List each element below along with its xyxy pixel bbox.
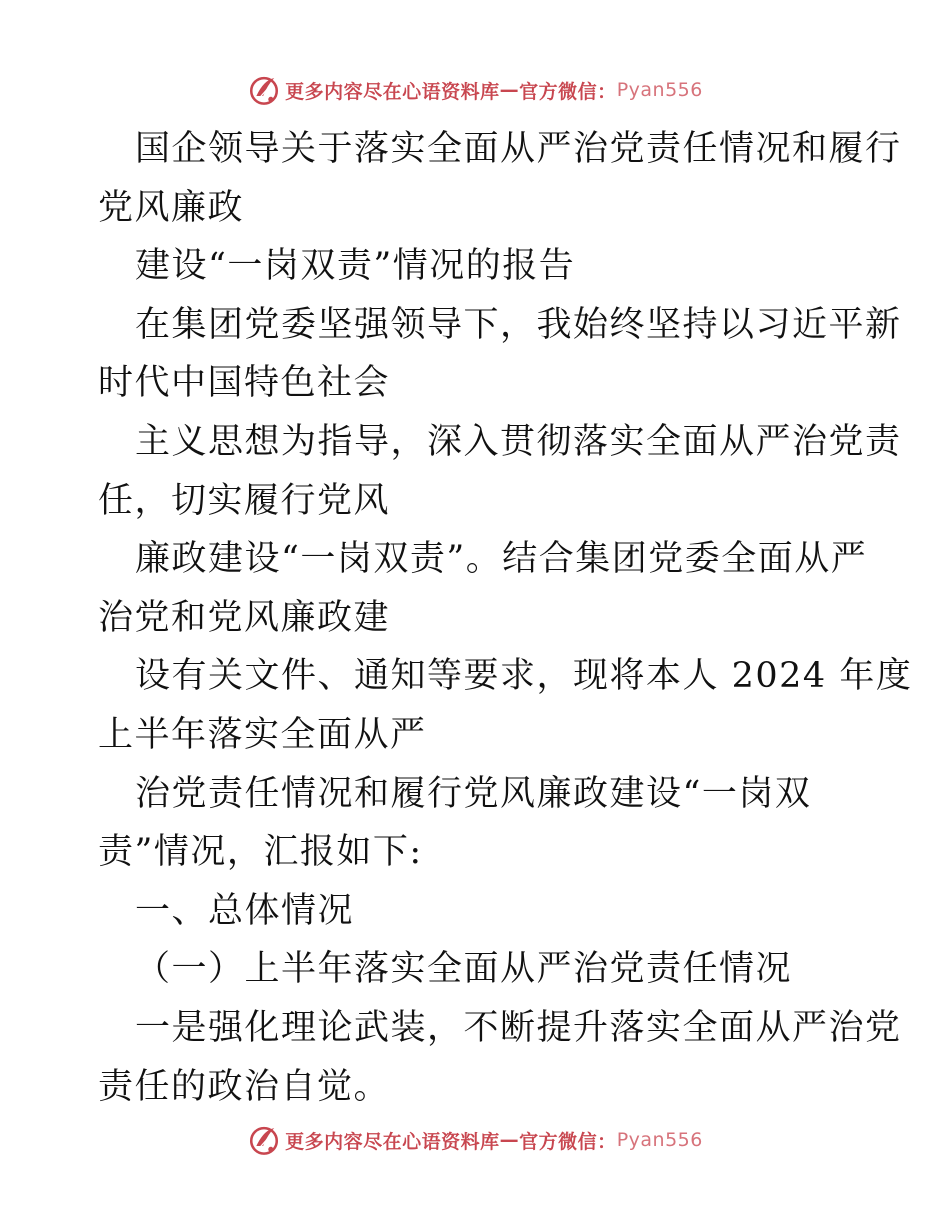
paragraph-line: 责任的政治自觉。	[98, 1066, 391, 1107]
paragraph-line: 上半年落实全面从严	[98, 714, 427, 755]
banner-wechat-label: 官方微信：	[519, 80, 617, 103]
paragraph-line: 治党责任情况和履行党风廉政建设“一岗双	[135, 773, 812, 814]
brand-logo-icon	[247, 73, 281, 107]
paragraph-line: 一是强化理论武装，不断提升落实全面从严治党	[135, 1007, 902, 1048]
title-line-3: 建设“一岗双责”情况的报告	[135, 246, 576, 287]
title-line-2: 党风廉政	[98, 187, 245, 228]
header-watermark-banner	[0, 70, 950, 110]
title-line-1: 国企领导关于落实全面从严治党责任情况和履行	[135, 129, 902, 169]
paragraph-line: 廉政建设“一岗双责”。结合集团党委全面从严	[135, 539, 868, 580]
paragraph-line: 设有关文件、通知等要求，现将本人 2024 年度	[135, 656, 913, 697]
paragraph-line: 治党和党风廉政建	[98, 597, 391, 638]
banner-separator: —	[499, 1129, 520, 1151]
section-heading: 一、总体情况	[135, 890, 355, 931]
banner-wechat-id: Pyan556	[616, 79, 703, 101]
paragraph-line: 在集团党委坚强领导下，我始终坚持以习近平新	[135, 304, 902, 345]
document-body	[98, 120, 913, 1116]
brand-logo-icon	[247, 1123, 281, 1157]
footer-watermark-banner	[0, 1120, 950, 1160]
banner-brand-text: 更多内容尽在心语资料库	[285, 80, 500, 103]
banner-brand-text: 更多内容尽在心语资料库	[285, 1130, 500, 1153]
banner-wechat-id: Pyan556	[616, 1129, 703, 1151]
paragraph-line: 时代中国特色社会	[98, 363, 391, 404]
subsection-heading: （一）上半年落实全面从严治党责任情况	[135, 949, 793, 990]
paragraph-line: 主义思想为指导，深入贯彻落实全面从严治党责	[135, 421, 902, 462]
paragraph-line: 任，切实履行党风	[98, 480, 391, 521]
banner-wechat-label: 官方微信：	[519, 1130, 617, 1153]
paragraph-line: 责”情况，汇报如下:	[98, 832, 423, 873]
banner-separator: —	[499, 79, 520, 101]
